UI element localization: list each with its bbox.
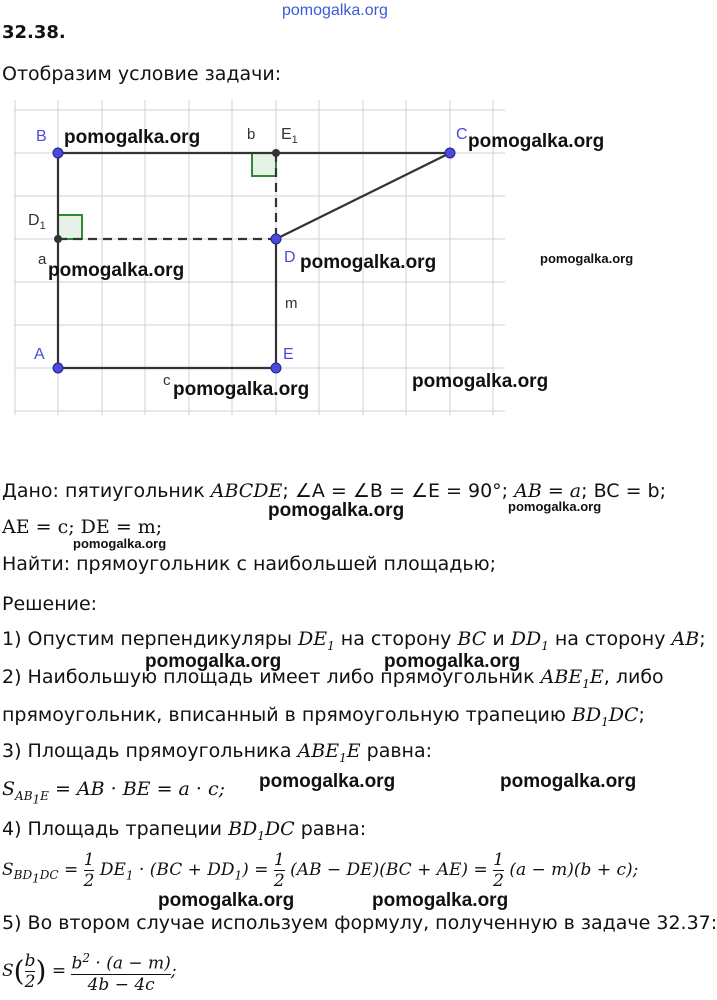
- watermark: pomogalka.org: [158, 890, 295, 911]
- step-5-formula: S( $\frac{b}{2}$ ) = $\frac{b^2 \cdot (a - m)}{4b - 4c}$ ;: [2, 950, 177, 995]
- step-3: 3) Площадь прямоугольника $ABE_1E$ равна:: [2, 740, 433, 765]
- label-d1: $D_1$: [28, 212, 46, 232]
- label-side-c: c: [163, 372, 171, 389]
- step-4: 4) Площадь трапеции $BD_1DC$ равна:: [2, 818, 367, 843]
- point-d: [271, 234, 281, 244]
- watermark: pomogalka.org: [300, 252, 437, 273]
- watermark: pomogalka.org: [384, 651, 521, 672]
- label-a: A: [34, 346, 45, 363]
- watermark: pomogalka.org: [173, 379, 310, 400]
- label-c: C: [456, 126, 468, 143]
- label-e: E: [283, 346, 294, 363]
- find-text: Найти: прямоугольник с наибольшей площадью;: [2, 553, 496, 575]
- given-line-1: Дано: пятиугольник ABCDE; ∠A = ∠B = ∠E = 90°; AB = a; BC = b;: [2, 480, 667, 502]
- solution-heading: Решение:: [2, 593, 98, 615]
- label-d: D: [284, 249, 296, 266]
- point-c: [445, 148, 455, 158]
- point-d1: [54, 235, 62, 243]
- step-5: 5) Во втором случае используем формулу, полученную в задаче 32.37:: [2, 912, 717, 934]
- label-e1: $E_1$: [281, 126, 298, 146]
- watermark: pomogalka.org: [412, 371, 549, 392]
- point-b: [53, 148, 63, 158]
- watermark: pomogalka.org: [372, 890, 509, 911]
- watermark: pomogalka.org: [259, 771, 396, 792]
- point-e: [271, 363, 281, 373]
- watermark: pomogalka.org: [48, 260, 185, 281]
- watermark: pomogalka.org: [64, 127, 201, 148]
- step-3-formula: $S_{AB_1E}$ = AB · BE = a · c;: [2, 778, 226, 807]
- watermark: pomogalka.org: [508, 499, 602, 514]
- watermark: pomogalka.org: [500, 771, 637, 792]
- intro-text: Отобразим условие задачи:: [2, 63, 282, 85]
- problem-number: 32.38.: [2, 22, 66, 43]
- step-2-line-2: прямоугольник, вписанный в прямоугольную трапецию $BD_1DC$;: [2, 704, 645, 729]
- site-header[interactable]: pomogalka.org: [282, 2, 388, 19]
- point-a: [53, 363, 63, 373]
- watermark: pomogalka.org: [268, 500, 405, 521]
- point-e1: [272, 149, 280, 157]
- label-side-b: b: [247, 126, 256, 143]
- given-line-2: AE = c; DE = m;: [2, 516, 163, 538]
- label-side-m: m: [285, 295, 298, 312]
- watermark: pomogalka.org: [145, 651, 282, 672]
- watermark: pomogalka.org: [73, 536, 167, 551]
- step-1: 1) Опустим перпендикуляры $DE_1$ на сторону BC и $DD_1$ на сторону AB;: [2, 628, 706, 653]
- label-b: B: [36, 128, 47, 145]
- right-angle-mark-e1: [252, 153, 276, 176]
- watermark: pomogalka.org: [468, 131, 605, 152]
- watermark: pomogalka.org: [540, 251, 634, 266]
- step-2-line-1: 2) Наибольшую площадь имеет либо прямоугольник $ABE_1E$, либо: [2, 666, 664, 691]
- label-side-a: a: [38, 251, 47, 268]
- right-angle-mark-d1: [58, 215, 82, 239]
- step-4-formula: $S_{BD_1DC}$ = $\frac{1}{2}$ $DE_1 \cdot (BC + DD_1)$ = $\frac{1}{2}$ (AB − DE)(BC + AE) = $\frac{1}{2}$ (a − m)(b + c);: [2, 850, 639, 891]
